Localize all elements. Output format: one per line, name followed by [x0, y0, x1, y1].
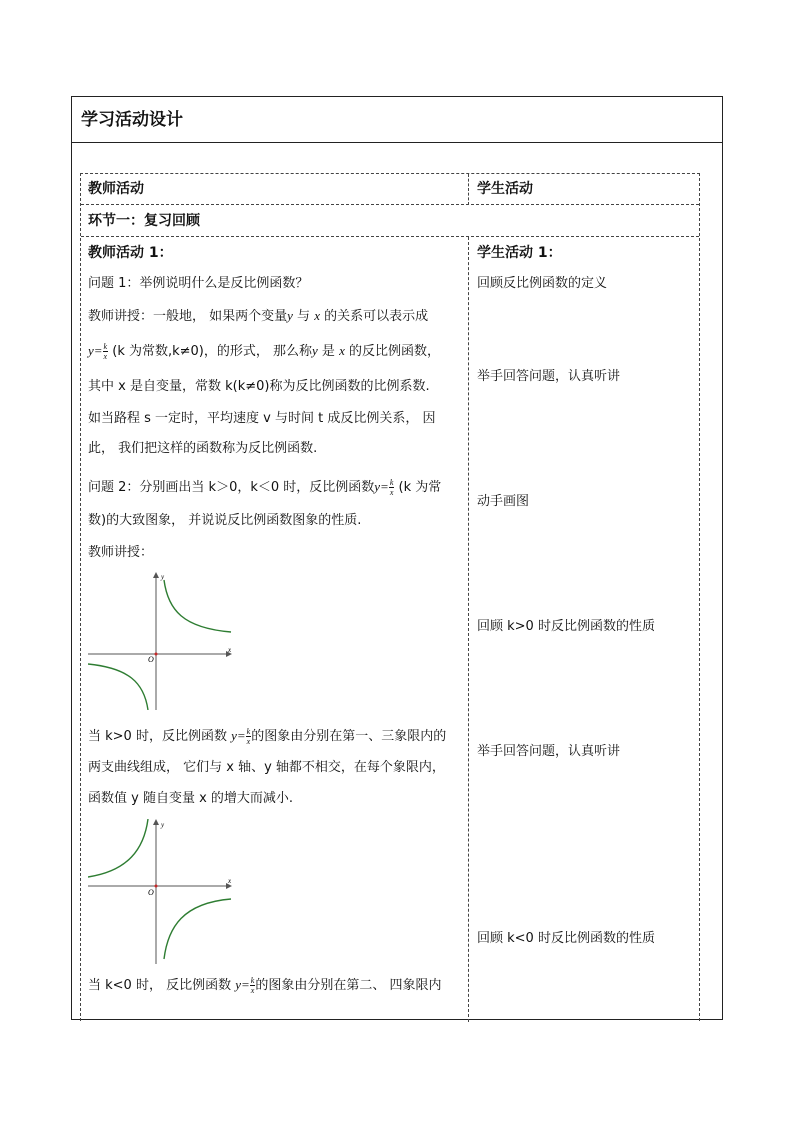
pos-y: y= — [231, 728, 246, 743]
y-axis-arrow — [153, 819, 159, 825]
student-item-5: 举手回答问题，认真听讲 — [477, 744, 621, 759]
question-2-line-2: 数)的大致图象， 并说说反比例函数图象的性质. — [88, 513, 362, 528]
formula-rest: (k 为常数,k≠0)，的形式， 那么称 — [108, 344, 313, 359]
section-title: 学习活动设计 — [72, 97, 722, 143]
graph-k-positive — [88, 570, 238, 710]
k-positive-line-2: 两支曲线组成， 它们与 x 轴、y 轴都不相交，在每个象限内， — [88, 760, 445, 775]
header-row — [81, 174, 699, 205]
teacher-explain-2: 教师讲授： — [88, 545, 154, 560]
example-line-1: 如当路程 s 一定时，平均速度 v 与时间 t 成反比例关系， 因 — [88, 411, 436, 426]
body-column-divider — [468, 237, 469, 1022]
pos-a: 当 k>0 时，反比例函数 — [88, 729, 232, 744]
var-y: y — [287, 308, 293, 323]
pos-numerator: k — [246, 727, 251, 736]
activity-inner-table — [80, 173, 700, 1021]
pos-b: 的图象由分别在第一、三象限内的 — [251, 729, 447, 744]
student-item-1: 回顾反比例函数的定义 — [477, 276, 608, 291]
neg-denominator: x — [250, 986, 255, 995]
q2-denominator: x — [389, 488, 394, 497]
stage-title: 环节一：复习回顾 — [88, 213, 200, 229]
origin-label: O — [148, 888, 154, 897]
neg-numerator: k — [250, 976, 255, 985]
origin-dot — [155, 885, 158, 888]
formula-mid: 是 — [317, 344, 340, 359]
x-axis-label: x — [228, 877, 232, 885]
k-positive-line-3: 函数值 y 随自变量 x 的增大而减小. — [88, 791, 294, 806]
formula-end: 的反比例函数， — [344, 344, 440, 359]
student-item-4: 回顾 k>0 时反比例函数的性质 — [477, 619, 655, 634]
definition-line-2 — [88, 341, 440, 362]
student-item-3: 动手画图 — [477, 494, 530, 509]
k-positive-line-1 — [88, 726, 446, 747]
origin-label: O — [148, 655, 154, 664]
activity-design-table — [71, 96, 723, 1020]
curve-quadrant-1 — [164, 580, 231, 632]
var-x-2: x — [339, 343, 345, 358]
fraction-denominator: x — [103, 352, 108, 361]
definition-line-1 — [88, 306, 428, 327]
q2-part1: 问题 2：分别画出当 k＞0，k＜0 时，反比例函数 — [88, 480, 375, 495]
explain-end: 的关系可以表示成 — [319, 309, 429, 324]
curve-quadrant-4 — [164, 899, 231, 959]
explain-mid: 与 — [292, 309, 315, 324]
y-axis-arrow — [153, 572, 159, 578]
var-x: x — [314, 308, 320, 323]
explain-label: 教师讲授：一般地， 如果两个变量 — [88, 309, 288, 324]
student-item-2: 举手回答问题，认真听讲 — [477, 369, 621, 384]
example-line-2: 此， 我们把这样的函数称为反比例函数. — [88, 441, 318, 456]
fraction-numerator: k — [103, 342, 108, 351]
question-1: 问题 1：举例说明什么是反比例函数？ — [88, 276, 309, 291]
student-item-6: 回顾 k<0 时反比例函数的性质 — [477, 931, 655, 946]
stage-row — [81, 205, 699, 237]
x-axis-label: x — [228, 646, 232, 654]
question-2-line-1 — [88, 477, 441, 498]
k-negative-line-1 — [88, 975, 441, 996]
q2-numerator: k — [389, 478, 394, 487]
q2-part2: (k 为常 — [394, 480, 442, 495]
var-y-2: y — [312, 343, 318, 358]
teacher-header: 教师活动 — [88, 181, 144, 197]
neg-y: y= — [235, 977, 250, 992]
definition-line-3: 其中 x 是自变量，常数 k(k≠0)称为反比例函数的比例系数. — [88, 379, 430, 394]
origin-dot — [155, 653, 158, 656]
q2-y: y= — [374, 479, 389, 494]
curve-quadrant-2 — [88, 819, 148, 877]
graph-k-negative — [88, 819, 238, 964]
student-activity-title: 学生活动 1： — [477, 245, 562, 261]
formula-y: y= — [88, 343, 103, 358]
curve-quadrant-3 — [88, 664, 148, 710]
neg-a: 当 k<0 时， 反比例函数 — [88, 978, 236, 993]
teacher-activity-title: 教师活动 1： — [88, 245, 173, 261]
y-axis-label: y — [161, 573, 165, 581]
neg-b: 的图象由分别在第二、 四象限内 — [255, 978, 442, 993]
y-axis-label: y — [161, 821, 165, 829]
student-header: 学生活动 — [477, 181, 533, 197]
header-column-divider — [468, 174, 469, 205]
pos-denominator: x — [246, 737, 251, 746]
